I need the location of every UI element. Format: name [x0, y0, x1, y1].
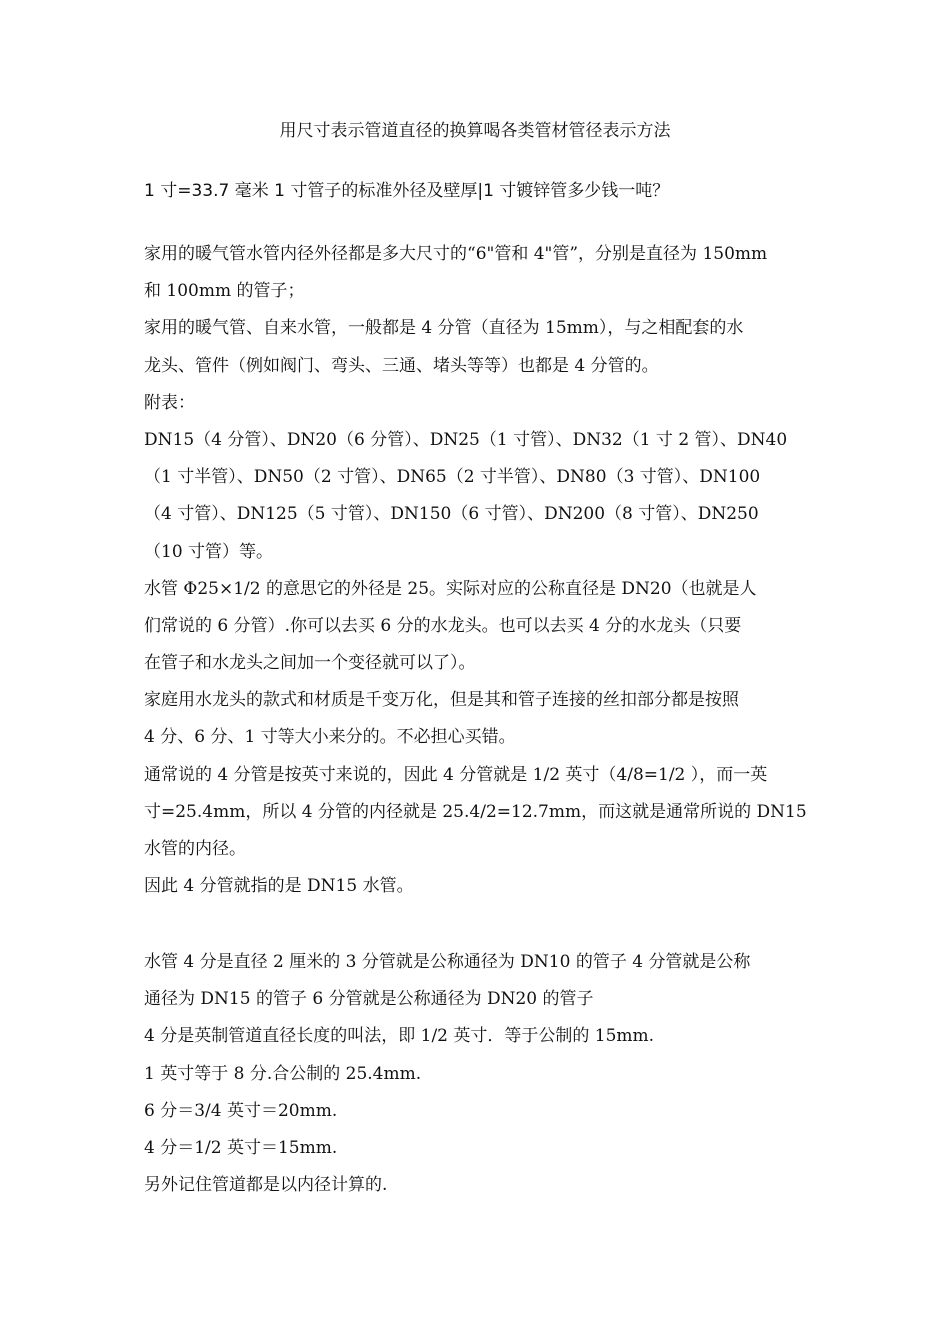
text-line: 寸=25.4mm，所以 4 分管的内径就是 25.4/2=12.7mm，而这就是通常所说的 DN15: [144, 801, 807, 822]
body-section-1: [144, 236, 814, 905]
document-subtitle: 1 寸=33.7 毫米 1 寸管子的标准外径及壁厚|1 寸镀锌管多少钱一吨？: [144, 181, 670, 201]
text-line: 4 分是英制管道直径长度的叫法，即 1/2 英寸．等于公制的 15mm.: [144, 1026, 655, 1047]
text-line: 通常说的 4 分管是按英寸来说的，因此 4 分管就是 1/2 英寸（4/8=1/2 ），而一英: [144, 764, 768, 785]
text-line: 龙头、管件（例如阀门、弯头、三通、堵头等等）也都是 4 分管的。: [144, 355, 659, 376]
text-line: 附表：: [144, 392, 195, 413]
text-line: 家庭用水龙头的款式和材质是千变万化，但是其和管子连接的丝扣部分都是按照: [144, 690, 739, 711]
text-line: 在管子和水龙头之间加一个变径就可以了）。: [144, 653, 476, 674]
text-line: 们常说的 6 分管）.你可以去买 6 分的水龙头。也可以去买 4 分的水龙头（只要: [144, 615, 742, 636]
text-line: 水管的内径。: [144, 839, 246, 859]
text-line: 水管 4 分是直径 2 厘米的 3 分管就是公称通径为 DN10 的管子 4 分管就是公称: [144, 952, 751, 972]
body-section-2: [144, 944, 814, 1204]
text-line: 家用的暖气管水管内径外径都是多大尺寸的“6"管和 4"管”，分别是直径为 150mm: [144, 244, 768, 264]
text-line: 4 分＝1/2 英寸＝15mm.: [144, 1137, 338, 1158]
text-line: 水管 Φ25×1/2 的意思它的外径是 25。实际对应的公称直径是 DN20（也就是人: [144, 578, 757, 599]
text-line: 因此 4 分管就指的是 DN15 水管。: [144, 876, 414, 897]
text-line: 4 分、6 分、1 寸等大小来分的。不必担心买错。: [144, 727, 516, 748]
text-line: 家用的暖气管、自来水管，一般都是 4 分管（直径为 15mm），与之相配套的水: [144, 318, 744, 339]
text-line: 和 100mm 的管子；: [144, 281, 305, 302]
text-line: 另外记住管道都是以内径计算的.: [144, 1175, 388, 1196]
text-line: 通径为 DN15 的管子 6 分管就是公称通径为 DN20 的管子: [144, 989, 594, 1010]
text-line: DN15（4 分管）、DN20（6 分管）、DN25（1 寸管）、DN32（1 寸 2 管）、DN40: [144, 429, 788, 450]
text-line: 6 分＝3/4 英寸＝20mm.: [144, 1100, 338, 1121]
text-line: （10 寸管）等。: [144, 541, 274, 562]
text-line: （4 寸管）、DN125（5 寸管）、DN150（6 寸管）、DN200（8 寸管）、DN250: [144, 504, 759, 525]
document-title: 用尺寸表示管道直径的换算喝各类管材管径表示方法: [279, 121, 671, 141]
text-line: （1 寸半管）、DN50（2 寸管）、DN65（2 寸半管）、DN80（3 寸管）、DN100: [144, 467, 761, 488]
text-line: 1 英寸等于 8 分.合公制的 25.4mm.: [144, 1063, 422, 1084]
